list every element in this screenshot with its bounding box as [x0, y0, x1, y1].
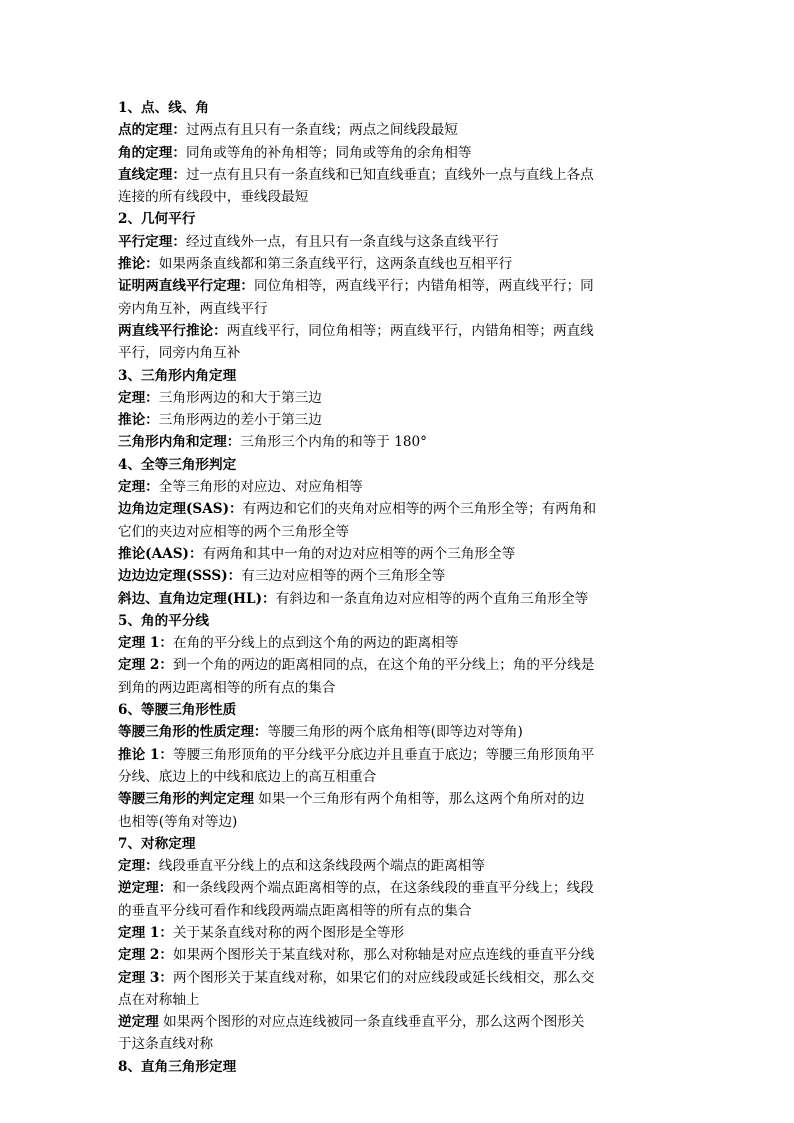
statement-text: 经过直线外一点，有且只有一条直线与这条直线平行: [185, 233, 499, 250]
term-label: 定理 2：: [118, 947, 173, 964]
term-label: 边边边定理(SSS)：: [118, 568, 242, 585]
term-label: 等腰三角形的判定定理: [118, 791, 254, 808]
text-line: [118, 1033, 680, 1055]
statement-text: 有斜边和一条直角边对应相等的两个直角三角形全等: [275, 590, 589, 607]
statement-text: 如果两条直线都和第三条直线平行，这两条直线也互相平行: [158, 256, 513, 273]
section-title: 7、对称定理: [118, 835, 196, 852]
statement-text: 到角的两边距离相等的所有点的集合: [118, 679, 336, 696]
text-line: [118, 788, 680, 810]
term-label: 定理 1：: [118, 924, 173, 941]
text-line: [118, 253, 680, 275]
statement-text: 如果两个图形关于某直线对称，那么对称轴是对应点连线的垂直平分线: [172, 947, 595, 964]
term-label: 斜边、直角边定理(HL)：: [118, 590, 276, 607]
statement-text: 三角形两边的差小于第三边: [158, 412, 322, 429]
section-title: 1、点、线、角: [118, 100, 210, 116]
text-line: [118, 521, 680, 543]
text-line: [118, 588, 680, 610]
section-heading: [118, 610, 680, 632]
statement-text: 同位角相等，两直线平行；内错角相等，两直线平行；同: [253, 278, 594, 295]
term-label: 推论(AAS)：: [118, 545, 203, 562]
text-line: [118, 744, 680, 766]
statement-text: 到一个角的两边的距离相同的点，在这个角的平分线上；角的平分线是: [172, 657, 595, 674]
term-label: 证明两直线平行定理：: [118, 278, 254, 295]
text-line: [118, 877, 680, 899]
text-line: [118, 900, 680, 922]
term-label: 平行定理：: [118, 233, 186, 250]
text-line: [118, 320, 680, 342]
term-label: 定理 2：: [118, 657, 173, 674]
term-label: 两直线平行推论：: [118, 322, 227, 339]
section-title: 8、直角三角形定理: [118, 1058, 237, 1075]
statement-text: 关于某条直线对称的两个图形是全等形: [172, 924, 405, 941]
statement-text: 三角形两边的和大于第三边: [158, 389, 322, 406]
text-line: [118, 186, 680, 208]
text-line: [118, 164, 680, 186]
text-line: [118, 1011, 680, 1033]
statement-text: 有两边和它们的夹角对应相等的两个三角形全等；有两角和: [242, 501, 597, 518]
statement-text: 过一点有且只有一条直线和已知直线垂直；直线外一点与直线上各点: [185, 166, 594, 183]
statement-text: 的垂直平分线可看作和线段两端点距离相等的所有点的集合: [118, 902, 472, 919]
text-line: [118, 431, 680, 453]
section-title: 6、等腰三角形性质: [118, 702, 237, 719]
section-title: 2、几何平行: [118, 211, 196, 228]
term-label: 定理：: [118, 858, 159, 875]
section-heading: [118, 365, 680, 387]
statement-text: 两直线平行，同位角相等；两直线平行，内错角相等；两直线: [226, 322, 594, 339]
text-line: [118, 142, 680, 164]
section-title: 4、全等三角形判定: [118, 456, 237, 473]
statement-text: 如果一个三角形有两个角相等，那么这两个角所对的边: [253, 791, 585, 808]
text-line: [118, 967, 680, 989]
statement-text: 也相等(等角对等边): [118, 813, 238, 830]
text-line: [118, 677, 680, 699]
statement-text: 等腰三角形的两个底角相等(即等边对等角): [267, 724, 523, 741]
text-line: [118, 298, 680, 320]
term-label: 推论：: [118, 412, 159, 429]
text-line: [118, 409, 680, 431]
term-label: 定理 3：: [118, 969, 173, 986]
section-heading: [118, 454, 680, 476]
text-line: [118, 766, 680, 788]
text-line: [118, 387, 680, 409]
term-label: 三角形内角和定理：: [118, 434, 241, 451]
statement-text: 有两角和其中一角的对边对应相等的两个三角形全等: [202, 545, 516, 562]
text-line: [118, 476, 680, 498]
statement-text: 它们的夹边对应相等的两个三角形全等: [118, 523, 350, 540]
statement-text: 平行，同旁内角互补: [118, 345, 241, 362]
term-label: 角的定理：: [118, 144, 186, 161]
term-label: 定理 1：: [118, 635, 173, 652]
text-line: [118, 275, 680, 297]
statement-text: 于这条直线对称: [118, 1036, 214, 1053]
term-label: 等腰三角形的性质定理：: [118, 724, 268, 741]
section-heading: [118, 699, 680, 721]
document-body: [118, 97, 680, 1078]
text-line: [118, 721, 680, 743]
statement-text: 点在对称轴上: [118, 991, 200, 1008]
term-label: 推论 1：: [118, 746, 173, 763]
text-line: [118, 231, 680, 253]
statement-text: 连接的所有线段中，垂线段最短: [118, 189, 309, 206]
term-label: 定理：: [118, 479, 159, 496]
section-heading: [118, 97, 680, 119]
statement-text: 全等三角形的对应边、对应角相等: [158, 479, 363, 496]
text-line: [118, 944, 680, 966]
section-heading: [118, 1056, 680, 1078]
text-line: [118, 855, 680, 877]
text-line: [118, 498, 680, 520]
statement-text: 在角的平分线上的点到这个角的两边的距离相等: [172, 635, 459, 652]
statement-text: 线段垂直平分线上的点和这条线段两个端点的距离相等: [158, 858, 486, 875]
text-line: [118, 543, 680, 565]
term-label: 定理：: [118, 389, 159, 406]
section-title: 5、角的平分线: [118, 612, 210, 629]
term-label: 逆定理：: [118, 880, 173, 897]
section-heading: [118, 208, 680, 230]
statement-text: 旁内角互补，两直线平行: [118, 300, 268, 317]
term-label: 边角边定理(SAS)：: [118, 501, 243, 518]
term-label: 推论：: [118, 256, 159, 273]
term-label: 直线定理：: [118, 166, 186, 183]
text-line: [118, 811, 680, 833]
statement-text: 三角形三个内角的和等于 180°: [240, 434, 427, 451]
text-line: [118, 922, 680, 944]
statement-text: 分线、底边上的中线和底边上的高互相重合: [118, 768, 377, 785]
text-line: [118, 654, 680, 676]
term-label: 点的定理：: [118, 122, 186, 139]
text-line: [118, 119, 680, 141]
text-line: [118, 989, 680, 1011]
term-label: 逆定理: [118, 1014, 159, 1031]
statement-text: 有三边对应相等的两个三角形全等: [241, 568, 446, 585]
statement-text: 等腰三角形顶角的平分线平分底边并且垂直于底边；等腰三角形顶角平: [172, 746, 595, 763]
section-title: 3、三角形内角定理: [118, 367, 237, 384]
text-line: [118, 342, 680, 364]
statement-text: 过两点有且只有一条直线；两点之间线段最短: [185, 122, 458, 139]
statement-text: 同角或等角的补角相等；同角或等角的余角相等: [185, 144, 472, 161]
text-line: [118, 632, 680, 654]
statement-text: 和一条线段两个端点距离相等的点，在这条线段的垂直平分线上；线段: [172, 880, 594, 897]
statement-text: 两个图形关于某直线对称，如果它们的对应线段或延长线相交，那么交: [172, 969, 595, 986]
statement-text: 如果两个图形的对应点连线被同一条直线垂直平分，那么这两个图形关: [158, 1014, 585, 1031]
section-heading: [118, 833, 680, 855]
text-line: [118, 565, 680, 587]
